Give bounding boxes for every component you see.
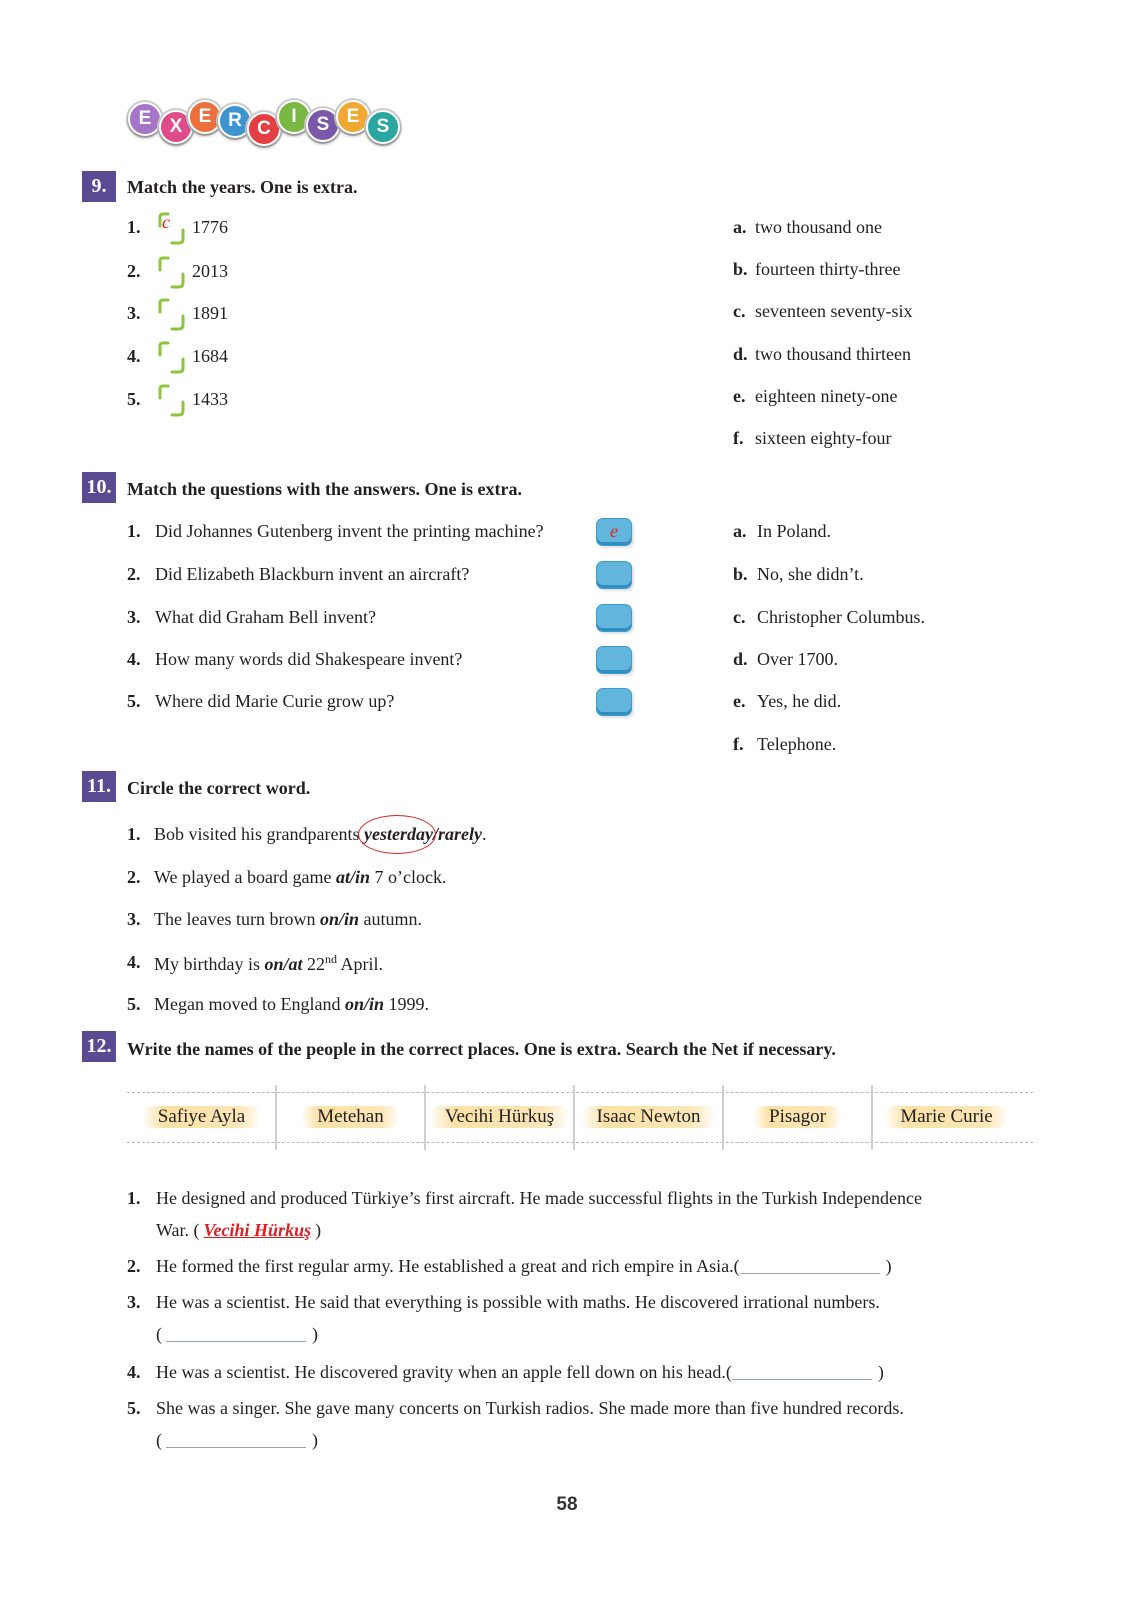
logo-letter: I — [277, 100, 311, 134]
q11-choices[interactable]: on/in — [344, 994, 384, 1014]
q9-item-number: 5. — [127, 389, 141, 409]
q10-item-number: 3. — [127, 607, 141, 627]
q10-option-letter: b. — [733, 564, 748, 584]
q11-text-after: 7 o’clock. — [369, 867, 447, 887]
q11-slash: / — [432, 824, 438, 844]
q12-close-paren: ) — [877, 1362, 884, 1382]
name-bank-label: Pisagor — [753, 1106, 842, 1128]
q9-item-number: 1. — [127, 217, 141, 237]
q11-sentence — [154, 909, 422, 930]
name-bank-label: Isaac Newton — [581, 1106, 717, 1128]
bracket-box-icon — [153, 298, 187, 332]
q9-option-letter: d. — [733, 344, 748, 364]
q10-answer-box[interactable] — [596, 518, 632, 546]
q11-item-number: 4. — [127, 952, 141, 972]
q9-option-text: fourteen thirty-three — [755, 259, 901, 279]
q10-question: What did Graham Bell invent? — [155, 607, 376, 627]
q9-option-text: seventeen seventy-six — [755, 301, 913, 321]
question-9-title: Match the years. One is extra. — [127, 177, 358, 197]
q12-close-paren: ) — [312, 1430, 318, 1450]
bracket-box-icon — [153, 256, 187, 290]
q10-question: Did Johannes Gutenberg invent the printing machine? — [155, 521, 544, 541]
q9-option-letter: a. — [733, 217, 747, 237]
q9-option-letter: b. — [733, 259, 748, 279]
q12-item-number: 5. — [127, 1398, 141, 1418]
name-bank-divider — [722, 1085, 724, 1150]
q11-text-before: Megan moved to England — [154, 994, 345, 1014]
q11-sentence — [154, 994, 429, 1015]
q10-item-number: 2. — [127, 564, 141, 584]
q11-choice-rarely[interactable]: rarely — [437, 824, 482, 844]
q11-ordinal-suffix: nd — [325, 952, 338, 966]
question-12-number: 12. — [82, 1031, 116, 1062]
bracket-box-icon — [153, 384, 187, 418]
q12-item-number: 3. — [127, 1292, 141, 1312]
name-bank-item — [574, 1093, 723, 1142]
q11-sentence — [154, 824, 486, 845]
logo-letter: E — [188, 100, 222, 134]
q12-item-number: 2. — [127, 1256, 141, 1276]
answer-blank[interactable] — [732, 1367, 872, 1380]
q12-item-text: She was a singer. She gave many concerts on Turkish radios. She made more than five hundred records. — [156, 1398, 904, 1418]
q12-close-paren: ) — [312, 1324, 318, 1344]
q10-item-number: 5. — [127, 691, 141, 711]
name-bank-label: Marie Curie — [884, 1106, 1008, 1128]
q11-text-before: My birthday is — [154, 954, 265, 974]
q10-question: Where did Marie Curie grow up? — [155, 691, 395, 711]
logo-letter: S — [366, 110, 400, 144]
name-bank-label: Vecihi Hürkuş — [429, 1106, 570, 1128]
q12-item-text: He designed and produced Türkiye’s first aircraft. He made successful flights in the Turkish Independence — [156, 1188, 922, 1208]
q11-circled-choice[interactable] — [364, 824, 433, 845]
q9-answer-box[interactable] — [153, 384, 183, 414]
q9-option-letter: c. — [733, 301, 746, 321]
answer-blank[interactable] — [740, 1261, 880, 1274]
q12-close-paren: ) — [315, 1220, 322, 1240]
q11-text-after: . — [481, 824, 487, 844]
q11-choice-yesterday[interactable]: yesterday — [363, 824, 433, 844]
q11-text-after2: April. — [337, 954, 384, 974]
q11-choices[interactable]: on/at — [264, 954, 303, 974]
q9-answer: c — [162, 212, 170, 232]
page-number: 58 — [556, 1494, 578, 1515]
q12-sample-answer[interactable]: Vecihi Hürkuş — [203, 1220, 312, 1240]
q12-item-number: 4. — [127, 1362, 141, 1382]
q9-option-letter: e. — [733, 386, 746, 406]
name-bank-divider — [275, 1085, 277, 1150]
q11-text-after: autumn. — [358, 909, 422, 929]
q12-open-paren: ( — [156, 1324, 162, 1344]
q10-option-letter: c. — [733, 607, 746, 627]
q12-item-sentence: He formed the first regular army. He established a great and rich empire in Asia.( — [156, 1256, 740, 1276]
q12-item-sentence: He was a scientist. He discovered gravity when an apple fell down on his head.( — [156, 1362, 732, 1382]
q11-item-number: 3. — [127, 909, 141, 929]
logo-letter: E — [336, 100, 370, 134]
q10-option-text: No, she didn’t. — [757, 564, 864, 584]
q9-answer-box[interactable] — [153, 341, 183, 371]
q11-text-after: 22 — [302, 954, 326, 974]
q9-option-text: two thousand thirteen — [755, 344, 911, 364]
question-11-number: 11. — [82, 771, 116, 802]
q11-text-before: Bob visited his grandparents — [154, 824, 364, 844]
answer-circle — [358, 815, 436, 854]
q9-item-number: 2. — [127, 261, 141, 281]
q9-year: 1433 — [192, 389, 228, 409]
q12-open-paren: ( — [156, 1430, 162, 1450]
q10-option-text: Telephone. — [757, 734, 837, 754]
q9-option-text: two thousand one — [755, 217, 882, 237]
logo-letter: C — [247, 112, 281, 146]
q9-item-number: 3. — [127, 303, 141, 323]
q9-year: 2013 — [192, 261, 228, 281]
name-bank-divider — [573, 1085, 575, 1150]
q12-item-answer-line — [156, 1220, 321, 1241]
name-bank-divider — [871, 1085, 873, 1150]
q12-item-text — [156, 1256, 892, 1277]
q11-item-number: 5. — [127, 994, 141, 1014]
q9-item-number: 4. — [127, 346, 141, 366]
answer-blank[interactable] — [166, 1435, 306, 1448]
q12-close-paren: ) — [885, 1256, 892, 1276]
question-11-title: Circle the correct word. — [127, 778, 311, 798]
q11-sentence — [154, 952, 383, 975]
q10-answer-box[interactable] — [596, 604, 632, 632]
q10-option-letter: f. — [733, 734, 744, 754]
q9-answer-box[interactable] — [153, 298, 183, 328]
name-bank — [127, 1092, 1033, 1143]
q11-text-before: The leaves turn brown — [154, 909, 320, 929]
q10-item-number: 4. — [127, 649, 141, 669]
q10-question: How many words did Shakespeare invent? — [155, 649, 463, 669]
question-9-number: 9. — [82, 171, 116, 202]
name-bank-item — [425, 1093, 574, 1142]
name-bank-item — [276, 1093, 425, 1142]
name-bank-label: Safiye Ayla — [142, 1106, 261, 1128]
q12-item-text: He was a scientist. He said that everything is possible with maths. He discovered irrational numbers. — [156, 1292, 880, 1312]
q9-year: 1684 — [192, 346, 228, 366]
q9-option-text: sixteen eighty-four — [755, 428, 892, 448]
q12-item-number: 1. — [127, 1188, 141, 1208]
q9-year: 1891 — [192, 303, 228, 323]
q9-answer-box[interactable] — [153, 256, 183, 286]
q10-option-letter: e. — [733, 691, 746, 711]
q10-option-letter: a. — [733, 521, 747, 541]
name-bank-item — [127, 1093, 276, 1142]
q11-choices[interactable]: on/in — [319, 909, 359, 929]
q12-item-answer-line — [156, 1430, 318, 1451]
q10-answer-box[interactable] — [596, 561, 632, 589]
q12-item-answer-line — [156, 1324, 318, 1345]
q10-option-text: Yes, he did. — [757, 691, 842, 711]
q9-option-letter: f. — [733, 428, 744, 448]
q10-option-text: Christopher Columbus. — [757, 607, 926, 627]
name-bank-item — [872, 1093, 1021, 1142]
bracket-box-icon — [153, 341, 187, 375]
logo-letter: R — [218, 104, 252, 138]
q11-item-number: 1. — [127, 824, 141, 844]
q11-choices[interactable]: at/in — [335, 867, 370, 887]
logo-letter: S — [306, 108, 340, 142]
q10-option-text: Over 1700. — [757, 649, 838, 669]
q12-text-war: War. ( — [156, 1220, 200, 1240]
name-bank-item — [723, 1093, 872, 1142]
q11-text-after: 1999. — [384, 994, 429, 1014]
q9-answer-box[interactable] — [153, 212, 183, 242]
question-12-title: Write the names of the people in the correct places. One is extra. Search the Net if necessary. — [127, 1039, 836, 1059]
q10-option-letter: d. — [733, 649, 748, 669]
q12-item-text — [156, 1362, 884, 1383]
name-bank-label: Metehan — [301, 1106, 399, 1128]
q9-year: 1776 — [192, 217, 228, 237]
logo-letter: E — [128, 102, 162, 136]
answer-blank[interactable] — [166, 1329, 306, 1342]
q10-option-text: In Poland. — [757, 521, 831, 541]
q10-answer: e — [610, 521, 618, 541]
q10-answer-box[interactable] — [596, 646, 632, 674]
q10-question: Did Elizabeth Blackburn invent an aircraft? — [155, 564, 470, 584]
question-10-number: 10. — [82, 472, 116, 503]
exercises-logo — [128, 100, 428, 148]
bracket-box-icon — [153, 212, 187, 246]
q11-item-number: 2. — [127, 867, 141, 887]
q10-item-number: 1. — [127, 521, 141, 541]
q9-option-text: eighteen ninety-one — [755, 386, 898, 406]
q10-answer-box[interactable] — [596, 688, 632, 716]
q11-text-before: We played a board game — [154, 867, 336, 887]
name-bank-divider — [424, 1085, 426, 1150]
logo-letter: X — [159, 110, 193, 144]
q11-sentence — [154, 867, 446, 888]
question-10-title: Match the questions with the answers. One is extra. — [127, 479, 522, 499]
